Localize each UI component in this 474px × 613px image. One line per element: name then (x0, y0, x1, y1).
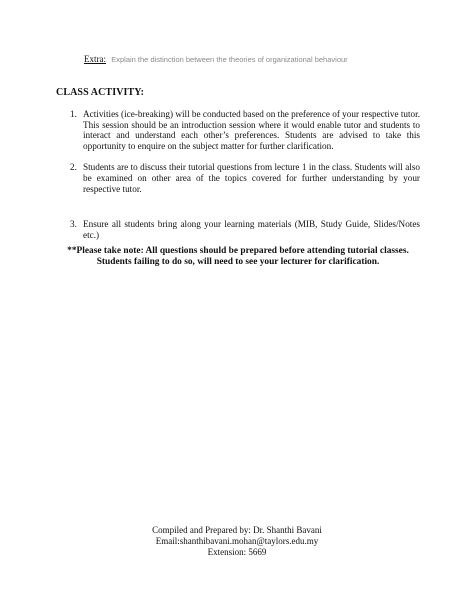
activity-list (72, 109, 420, 240)
activity-number: 1. (70, 109, 77, 119)
note-line-1: **Please take note: All questions should be prepared before attending tutorial classes. (67, 246, 409, 256)
note-line-2: Students failing to do so, will need to see your lecturer for clarification. (96, 257, 380, 267)
activity-text: Students are to discuss their tutorial questions from lecture 1 in the class. Students will also be examined on other area of the topics covered for further understanding by your respective tutor. (83, 162, 420, 194)
activity-item (72, 219, 420, 240)
activity-number: 2. (70, 162, 77, 173)
footer-email: Email:shanthibavani.mohan@taylors.edu.my (155, 535, 319, 546)
important-note (52, 246, 424, 268)
footer (0, 525, 474, 557)
activity-item (72, 162, 420, 194)
activity-number: 3. (70, 219, 77, 230)
activity-text: Activities (ice-breaking) will be conducted based on the preference of your respective tutor. This session should be an introduction session where it would enable tutor and students to interact and understand each other’s preferences. Students are advised to take this opportunity to enquire on the subject matter for further clarification. (83, 109, 420, 151)
activity-text: Ensure all students bring along your learning materials (MIB, Study Guide, Slides/Notes etc.) (83, 219, 420, 240)
extra-question (84, 54, 348, 64)
activity-item (72, 109, 420, 151)
class-activity-heading: CLASS ACTIVITY: (56, 87, 145, 98)
footer-extension: Extension: 5669 (207, 546, 267, 557)
extra-label: Extra: (84, 54, 106, 64)
extra-text: Explain the distinction between the theories of organizational behaviour (111, 55, 348, 64)
footer-compiled-by: Compiled and Prepared by: Dr. Shanthi Bavani (152, 525, 322, 535)
